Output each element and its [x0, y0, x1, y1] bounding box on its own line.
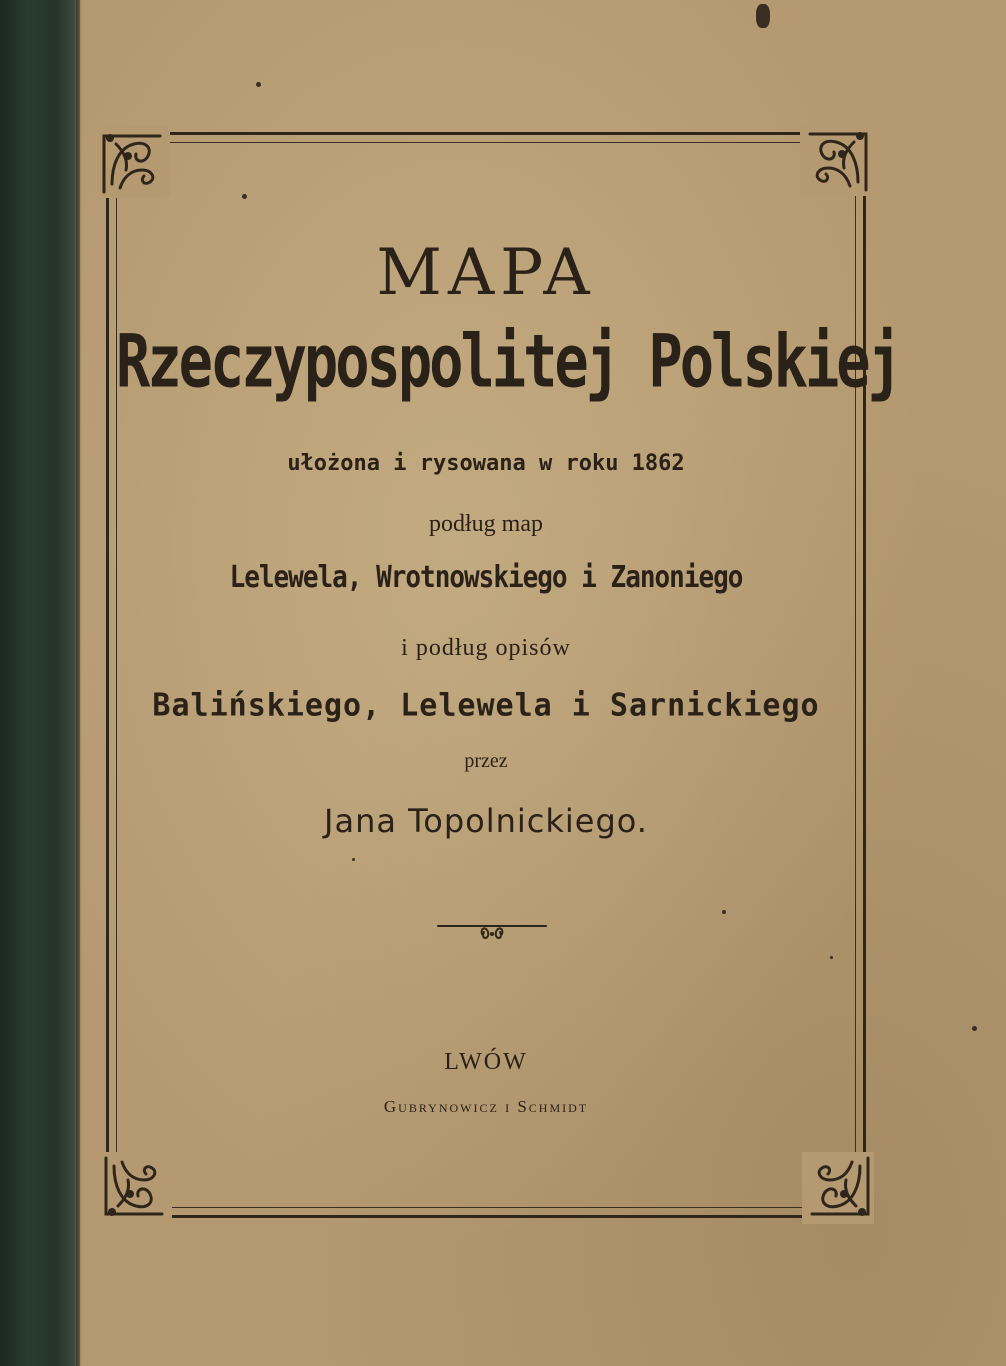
paper-speck	[756, 4, 770, 28]
by-line: przez	[464, 750, 508, 772]
flourish-corner-icon	[98, 126, 170, 198]
flourish-corner-icon	[802, 1152, 874, 1224]
spine-shadow	[76, 0, 82, 1366]
flourish-corner-icon	[100, 1152, 172, 1224]
flourish-corner-icon	[800, 124, 872, 196]
according-maps-line: podług map	[429, 511, 543, 537]
scroll-divider-icon	[436, 918, 548, 942]
map-authors-line: Lelewela, Wrotnowskiego i Zanoniego	[229, 560, 743, 596]
according-descriptions-line: i podług opisów	[401, 635, 571, 661]
publication-city: LWÓW	[444, 1049, 528, 1075]
cover-heading: MAPA	[376, 236, 596, 310]
publisher-name: Gubrynowicz i Schmidt	[383, 1097, 589, 1116]
paper-speck	[256, 82, 261, 87]
description-authors-line: Balińskiego, Lelewela i Sarnickiego	[152, 687, 820, 724]
composed-line: ułożona i rysowana w roku 1862	[287, 451, 685, 476]
cover-title: Rzeczypospolitej Polskiej	[116, 319, 899, 405]
book-spine	[0, 0, 80, 1366]
paper-speck	[972, 1026, 977, 1031]
author-name: Jana Topolnickiego.	[324, 802, 648, 840]
